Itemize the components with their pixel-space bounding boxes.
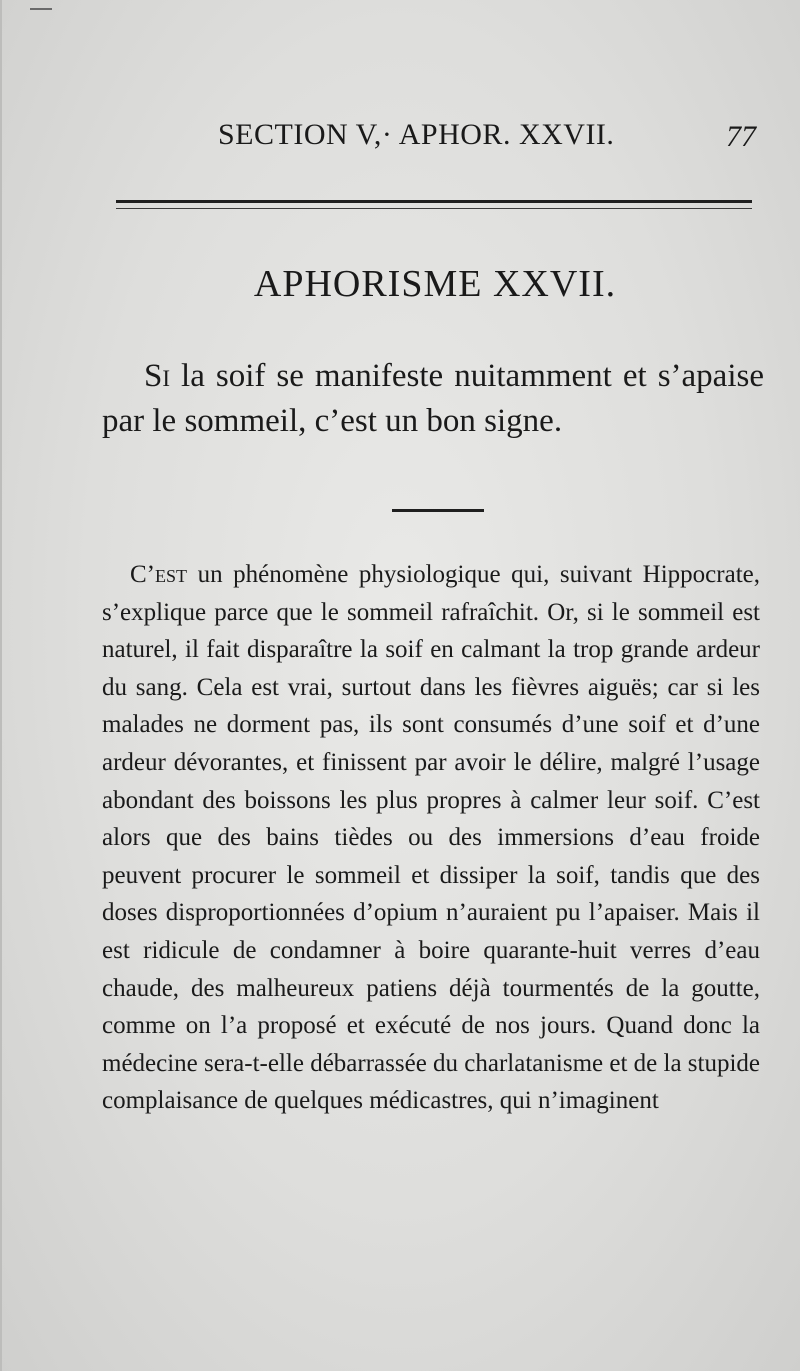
running-title: SECTION V,· APHOR. XXVII. bbox=[218, 118, 615, 151]
aphorism-text bbox=[102, 354, 764, 444]
aphorism-title: APHORISME XXVII. bbox=[253, 263, 617, 305]
aphorism-body: la soif se manifeste nuitamment et s’apaise par le sommeil, c’est un bon signe. bbox=[102, 358, 764, 439]
page-number: 77 bbox=[726, 120, 756, 153]
page-edge bbox=[0, 0, 2, 1371]
header-rule bbox=[116, 200, 752, 203]
commentary-body: un phénomène physiologique qui, suivant Hippocrate, s’explique parce que le sommeil rafraîchit. Or, si le sommeil est naturel, il fait disparaître la soif en calmant la trop grande ardeur du sang. Cela est vrai, surtout dans les fièvres aiguës; car si les malades ne dorment pas, ils sont consumés d’une soif et d’une ardeur dévorantes, et finissent par avoir le délire, malgré l’usage abondant des boissons les plus propres à calmer leur soif. C’est alors que des bains tièdes ou des immersions d’eau froide peuvent procurer le sommeil et dissiper la soif, tandis que des doses disproportionnées d’opium n’auraient pu l’apaiser. Mais il est ridicule de condamner à boire quarante-huit verres d’eau chaude, des malheureux patiens déjà tourmentés de la goutte, comme on l’a proposé et exécuté de nos jours. Quand donc la médecine sera-t-elle débarrassée du charlatanisme et de la stupide complaisance de quelques médicastres, qui n’imaginent bbox=[102, 561, 761, 1115]
commentary-text bbox=[102, 556, 760, 1120]
section-divider bbox=[392, 509, 484, 512]
page-header bbox=[0, 112, 800, 162]
commentary-first-word: C’est bbox=[130, 561, 188, 588]
print-mark bbox=[30, 8, 52, 10]
header-rule-thin bbox=[116, 208, 752, 209]
aphorism-first-word: Si bbox=[144, 358, 171, 394]
